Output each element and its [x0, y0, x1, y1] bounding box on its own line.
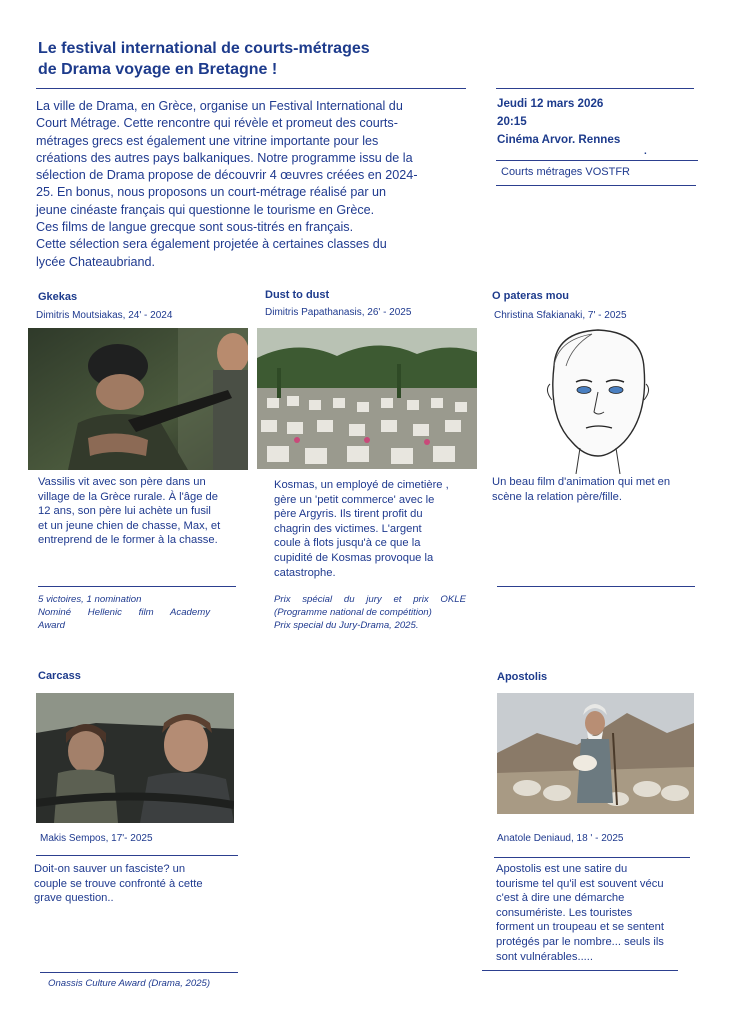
rule-pateras	[497, 586, 695, 587]
rule-gkekas	[38, 586, 236, 587]
film-still-pateras	[532, 326, 664, 474]
title-line-2: de Drama voyage en Bretagne !	[38, 61, 278, 78]
film-award-carcass: Onassis Culture Award (Drama, 2025)	[48, 978, 211, 989]
rule-apostolis-bottom	[482, 970, 678, 971]
intro-line: créations des autres pays balkaniques. Notre programme issu de la	[36, 150, 413, 165]
film-credit-apostolis: Anatole Deniaud, 18 ' - 2025	[497, 833, 624, 844]
intro-line: Ces films de langue grecque sont sous-titrés en français.	[36, 220, 354, 235]
film-desc-dust: Kosmas, un employé de cimetière , gère un 'petit commerce' avec le père Argyris. Ils tirent profit du chagrin des victimes. L'argent coule à flots jusqu'à ce que la cupidité de Kosmas provoque la catastrophe.	[274, 479, 449, 579]
title-line-1: Le festival international de courts-métrages	[38, 40, 370, 57]
film-still-gkekas	[28, 328, 248, 470]
film-desc-pateras: Un beau film d'animation qui met en scène la relation père/fille.	[492, 476, 671, 503]
event-dot: .	[644, 146, 647, 157]
intro-text	[36, 98, 474, 271]
rule-carcass	[36, 855, 238, 856]
event-date: Jeudi 12 mars 2026	[497, 97, 604, 110]
film-awards-dust: Prix spécial du jury et prix OKLE (Programme national de compétition) Prix special du Jury-Drama, 2025.	[274, 594, 466, 631]
event-note: Courts métrages VOSTFR	[501, 166, 630, 178]
film-title-apostolis: Apostolis	[497, 671, 548, 683]
intro-line: Court Métrage. Cette rencontre qui révèle et promeut des courts-	[36, 116, 398, 131]
event-info	[497, 95, 697, 149]
title-rule	[36, 88, 466, 89]
intro-line: sélection de Drama propose de découvrir 4 œuvres créées en 2024-	[36, 168, 418, 183]
film-credit-gkekas: Dimitris Moutsiakas, 24' - 2024	[36, 310, 173, 321]
film-desc-gkekas: Vassilis vit avec son père dans un village de la Grèce rurale. À l'âge de 12 ans, son père lui achète un fusil et un jeune chien de chasse, Max, et entreprend de le former à la chasse.	[38, 476, 221, 547]
intro-line: La ville de Drama, en Grèce, organise un Festival International du	[36, 99, 403, 113]
film-desc-carcass: Doit-on sauver un fasciste? un couple se trouve confronté à cette grave question..	[34, 863, 203, 905]
film-credit-pateras: Christina Sfakianaki, 7' - 2025	[494, 310, 627, 321]
film-title-carcass: Carcass	[38, 670, 81, 682]
film-still-carcass	[36, 693, 234, 823]
info-rule-mid	[496, 160, 698, 161]
intro-line: Cette sélection sera également projetée à certaines classes du	[36, 237, 387, 252]
info-rule-bottom	[496, 185, 696, 186]
film-still-apostolis	[497, 693, 694, 814]
intro-line: métrages grecs est également une vitrine importante pour les	[36, 133, 379, 148]
intro-line: lycée Chateaubriand.	[36, 254, 156, 269]
film-still-dust	[257, 328, 477, 469]
event-venue: Cinéma Arvor. Rennes	[497, 133, 621, 146]
intro-line: 25. En bonus, nous proposons un court-métrage réalisé par un	[36, 185, 387, 200]
film-credit-dust: Dimitris Papathanasis, 26' - 2025	[265, 307, 412, 318]
rule-carcass-award	[40, 972, 238, 973]
intro-line: jeune cinéaste français qui questionne le tourisme en Grèce.	[36, 202, 375, 217]
film-credit-carcass: Makis Sempos, 17'- 2025	[40, 833, 153, 844]
film-title-pateras: O pateras mou	[492, 290, 570, 302]
film-awards-gkekas: 5 victoires, 1 nomination Nominé Hellenic film Academy Award	[38, 594, 210, 631]
event-time: 20:15	[497, 115, 527, 128]
film-desc-apostolis: Apostolis est une satire du tourisme tel qu'il est souvent vécu c'est à dire une démarche consumériste. Les touristes forment un troupeau et se sentent protégés par le nombre... seuls ils sont vulnérables.....	[496, 863, 664, 963]
info-rule-top	[496, 88, 694, 89]
film-title-dust: Dust to dust	[265, 289, 330, 301]
rule-apostolis	[494, 857, 690, 858]
page-title	[38, 38, 468, 80]
film-title-gkekas: Gkekas	[38, 291, 78, 303]
